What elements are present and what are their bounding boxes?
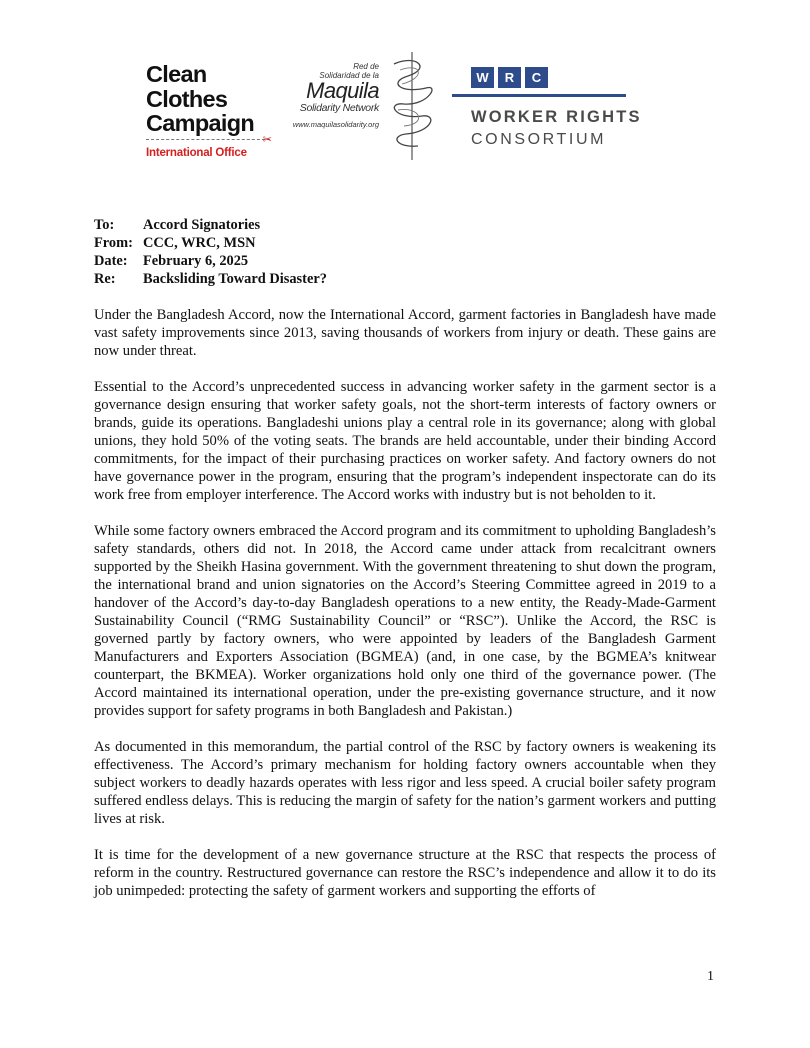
- ccc-logo-line: Clothes: [146, 85, 228, 112]
- page-number: 1: [707, 969, 714, 984]
- body-paragraph: Under the Bangladesh Accord, now the International Accord, garment factories in Bangladesh have made vast safety improvements since 2013, saving thousands of workers from injury or death. These gains are now under threat.: [94, 307, 716, 359]
- memo-to-value: Accord Signatories: [143, 217, 261, 233]
- memo-to-row: [94, 216, 327, 234]
- msn-network: Solidarity Network: [299, 102, 379, 114]
- body-paragraph: It is time for the development of a new governance structure at the RSC that respects the process of reform in the country. Restructured governance can restore the RSC’s independence and allow it to do its job unimpeded: protecting the safety of garment workers and supporting the efforts of: [94, 847, 716, 899]
- ccc-logo-line: Campaign: [146, 110, 254, 136]
- memo-re-row: [94, 270, 327, 288]
- ccc-dashed-rule: [146, 132, 272, 146]
- memo-date-label: Date:: [94, 253, 128, 269]
- memo-date-value: February 6, 2025: [143, 253, 249, 269]
- memo-date-row: [94, 252, 327, 270]
- msn-name: Maquila: [306, 78, 379, 103]
- wrc-name-line1: WORKER RIGHTS: [471, 108, 642, 126]
- wrc-letter-c: C: [525, 67, 548, 88]
- memo-body: [94, 306, 716, 918]
- ccc-logo: [146, 62, 276, 159]
- memo-header: [94, 216, 327, 288]
- ccc-logo-line: Clean: [146, 61, 207, 87]
- memo-to-label: To:: [94, 217, 115, 233]
- memo-re-label: Re:: [94, 271, 116, 287]
- wrc-logo-boxes: [471, 67, 548, 88]
- memo-re-value: Backsliding Toward Disaster?: [143, 271, 327, 287]
- msn-solidaridad: Solidaridad de la: [319, 71, 379, 80]
- ccc-office-label: International Office: [146, 146, 247, 159]
- memo-from-value: CCC, WRC, MSN: [143, 235, 256, 251]
- body-paragraph: While some factory owners embraced the Accord program and its commitment to upholding Bangladesh’s safety standards, others did not. In 2018, the Accord came under attack from recalcitrant owners supported by the Sheikh Hasina government. With the government threatening to shut down the program, the international brand and union signatories on the Accord’s Steering Committee agreed in 2019 to a handover of the Accord’s day-to-day Bangladesh operations to a new entity, the Ready-Made-Garment Sustainability Council (“RMG Sustainability Council” or “RSC”). Unlike the Accord, the RSC is governed partly by factory owners, who were appointed by leaders of the Bangladesh Garment Manufacturers and Exporters Association (BGMEA) (and, in one case, by the BGMEA’s knitwear counterpart, the BKMEA). Worker organizations hold only one third of the governance power. (The Accord maintained its international operation, under the pre-existing governance structure, and it now provides support for safety programs in both Bangladesh and Pakistan.): [94, 523, 716, 719]
- scissors-icon: ✂: [262, 132, 272, 146]
- msn-url: www.maquilasolidarity.org: [292, 120, 379, 129]
- body-paragraph: Essential to the Accord’s unprecedented success in advancing worker safety in the garment sector is a governance design ensuring that worker safety goals, not the short-term interests of factory owners or brands, guide its operations. Bangladeshi unions play a central role in its governance; along with global unions, they hold 50% of the voting seats. The brands are held accountable, under their binding Accord commitments, for the impact of their purchasing practices on worker safety. And factory owners do not have governance power in the program, ensuring that the program’s independent inspectorate can do its work free from employer interference. The Accord works with industry but is not beholden to it.: [94, 379, 716, 503]
- wrc-letter-w: W: [471, 67, 494, 88]
- body-paragraph: As documented in this memorandum, the partial control of the RSC by factory owners is weakening its effectiveness. The Accord’s primary mechanism for holding factory owners accountable when they subject workers to deadly hazards operates with less rigor and less speed. A crucial boiler safety program suffered endless delays. This is reducing the margin of safety for the nation’s garment workers and putting lives at risk.: [94, 739, 716, 827]
- wrc-name-line2: CONSORTIUM: [471, 131, 607, 148]
- msn-red-de: Red de: [353, 62, 379, 71]
- msn-logo: [283, 62, 379, 131]
- wrc-rule: [452, 94, 626, 97]
- memo-from-label: From:: [94, 235, 133, 251]
- wrc-letter-r: R: [498, 67, 521, 88]
- memo-from-row: [94, 234, 327, 252]
- msn-scribble-icon: [382, 50, 442, 162]
